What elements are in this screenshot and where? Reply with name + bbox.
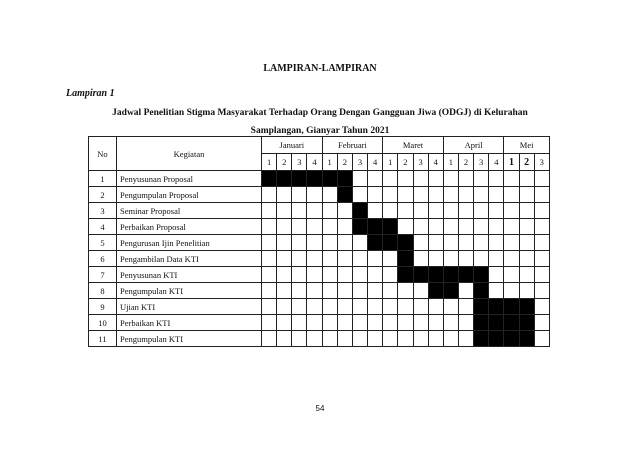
schedule-cell (413, 203, 428, 219)
schedule-cell-filled (262, 171, 277, 187)
schedule-cell (383, 187, 398, 203)
schedule-cell-filled (519, 315, 534, 331)
schedule-cell (534, 187, 549, 203)
schedule-cell (322, 299, 337, 315)
schedule-cell (383, 251, 398, 267)
schedule-cell (292, 299, 307, 315)
schedule-cell (443, 299, 458, 315)
schedule-cell (413, 283, 428, 299)
schedule-cell-filled (519, 331, 534, 347)
schedule-cell-filled (352, 219, 367, 235)
schedule-cell (458, 331, 473, 347)
schedule-cell (307, 267, 322, 283)
table-row (89, 219, 550, 235)
schedule-cell (262, 203, 277, 219)
week-header: 2 (398, 154, 413, 171)
schedule-cell (474, 171, 489, 187)
schedule-cell (443, 235, 458, 251)
schedule-cell (383, 267, 398, 283)
page-number: 54 (315, 404, 325, 413)
schedule-cell (368, 171, 383, 187)
schedule-cell (352, 283, 367, 299)
schedule-cell (413, 171, 428, 187)
column-header-no: No (89, 137, 117, 171)
schedule-cell (383, 299, 398, 315)
schedule-cell (534, 315, 549, 331)
schedule-cell (413, 251, 428, 267)
row-number: 2 (89, 187, 117, 203)
schedule-cell (292, 219, 307, 235)
month-header: Maret (383, 137, 444, 154)
schedule-cell (337, 331, 352, 347)
schedule-cell (322, 251, 337, 267)
schedule-cell (307, 315, 322, 331)
schedule-cell (262, 267, 277, 283)
week-header: 2 (337, 154, 352, 171)
month-header: Januari (262, 137, 323, 154)
week-header: 1 (443, 154, 458, 171)
week-header: 4 (307, 154, 322, 171)
schedule-cell (292, 267, 307, 283)
schedule-cell (504, 219, 519, 235)
row-number: 7 (89, 267, 117, 283)
schedule-cell-filled (292, 171, 307, 187)
schedule-cell-filled (443, 283, 458, 299)
schedule-cell-filled (398, 267, 413, 283)
schedule-cell-filled (489, 299, 504, 315)
schedule-cell (489, 219, 504, 235)
row-number: 4 (89, 219, 117, 235)
schedule-cell-filled (383, 219, 398, 235)
schedule-cell (292, 203, 307, 219)
schedule-cell (322, 187, 337, 203)
schedule-cell (398, 331, 413, 347)
table-row (89, 171, 550, 187)
schedule-cell (337, 219, 352, 235)
schedule-cell (277, 283, 292, 299)
schedule-cell (443, 331, 458, 347)
schedule-cell (398, 219, 413, 235)
schedule-cell (534, 171, 549, 187)
schedule-cell-filled (489, 331, 504, 347)
week-header: 3 (292, 154, 307, 171)
schedule-cell (277, 315, 292, 331)
schedule-cell (292, 283, 307, 299)
schedule-cell (428, 235, 443, 251)
schedule-cell (277, 267, 292, 283)
schedule-table-body (89, 171, 550, 347)
schedule-cell (277, 187, 292, 203)
schedule-cell (458, 203, 473, 219)
schedule-cell (277, 219, 292, 235)
schedule-cell (489, 283, 504, 299)
schedule-cell (368, 203, 383, 219)
schedule-cell (443, 187, 458, 203)
schedule-cell (352, 187, 367, 203)
row-number: 11 (89, 331, 117, 347)
schedule-cell (489, 235, 504, 251)
schedule-cell (489, 251, 504, 267)
schedule-cell (428, 171, 443, 187)
schedule-cell (322, 315, 337, 331)
week-header: 4 (368, 154, 383, 171)
schedule-cell (307, 219, 322, 235)
schedule-cell (504, 251, 519, 267)
schedule-cell-filled (337, 187, 352, 203)
schedule-cell (277, 235, 292, 251)
schedule-cell (352, 251, 367, 267)
row-number: 9 (89, 299, 117, 315)
schedule-cell (474, 203, 489, 219)
week-header: 2 (277, 154, 292, 171)
schedule-cell (398, 203, 413, 219)
schedule-cell-filled (368, 219, 383, 235)
activity-name: Seminar Proposal (117, 203, 262, 219)
schedule-cell (337, 251, 352, 267)
table-title-line-2: Samplangan, Gianyar Tahun 2021 (250, 126, 390, 136)
schedule-cell (443, 219, 458, 235)
schedule-cell (352, 171, 367, 187)
column-header-activity: Kegiatan (117, 137, 262, 171)
schedule-cell (383, 331, 398, 347)
month-header: Mei (504, 137, 549, 154)
schedule-cell (534, 283, 549, 299)
row-number: 8 (89, 283, 117, 299)
schedule-cell (337, 235, 352, 251)
schedule-cell (292, 331, 307, 347)
week-header: 1 (504, 154, 519, 171)
schedule-cell-filled (474, 283, 489, 299)
schedule-cell-filled (368, 235, 383, 251)
schedule-cell (352, 267, 367, 283)
schedule-cell (398, 315, 413, 331)
activity-name: Perbaikan KTI (117, 315, 262, 331)
week-header: 2 (458, 154, 473, 171)
schedule-cell (262, 219, 277, 235)
schedule-cell (428, 315, 443, 331)
schedule-cell (534, 251, 549, 267)
schedule-cell-filled (352, 203, 367, 219)
table-row (89, 187, 550, 203)
schedule-cell (519, 203, 534, 219)
table-row (89, 283, 550, 299)
schedule-cell (398, 187, 413, 203)
schedule-cell (504, 235, 519, 251)
schedule-cell (292, 251, 307, 267)
schedule-cell (368, 315, 383, 331)
schedule-cell (519, 235, 534, 251)
schedule-cell (307, 251, 322, 267)
schedule-cell (277, 251, 292, 267)
schedule-cell (413, 235, 428, 251)
week-header: 3 (413, 154, 428, 171)
table-row (89, 315, 550, 331)
activity-name: Pengumpulan KTI (117, 283, 262, 299)
schedule-cell-filled (428, 283, 443, 299)
schedule-cell (383, 171, 398, 187)
schedule-cell (368, 267, 383, 283)
schedule-cell (534, 267, 549, 283)
schedule-cell (443, 251, 458, 267)
schedule-cell (307, 299, 322, 315)
schedule-cell (458, 235, 473, 251)
activity-name: Pengurusan Ijin Penelitian (117, 235, 262, 251)
activity-name: Perbaikan Proposal (117, 219, 262, 235)
schedule-cell (337, 203, 352, 219)
schedule-cell (489, 171, 504, 187)
schedule-cell (292, 315, 307, 331)
schedule-cell (337, 315, 352, 331)
schedule-cell (458, 219, 473, 235)
schedule-cell (458, 315, 473, 331)
schedule-cell (428, 251, 443, 267)
table-row (89, 267, 550, 283)
schedule-cell-filled (307, 171, 322, 187)
schedule-cell (368, 251, 383, 267)
table-row (89, 299, 550, 315)
schedule-cell (504, 203, 519, 219)
schedule-cell-filled (443, 267, 458, 283)
schedule-cell (292, 187, 307, 203)
schedule-cell (307, 235, 322, 251)
week-header: 1 (262, 154, 277, 171)
schedule-cell (262, 251, 277, 267)
schedule-cell (534, 235, 549, 251)
schedule-cell (458, 283, 473, 299)
schedule-cell-filled (337, 171, 352, 187)
schedule-cell (322, 331, 337, 347)
schedule-table (88, 136, 550, 347)
schedule-cell-filled (428, 267, 443, 283)
month-header: Februari (322, 137, 383, 154)
schedule-cell (443, 203, 458, 219)
schedule-cell-filled (504, 299, 519, 315)
schedule-cell (262, 331, 277, 347)
schedule-cell (504, 187, 519, 203)
row-number: 10 (89, 315, 117, 331)
table-row (89, 251, 550, 267)
schedule-cell (307, 283, 322, 299)
schedule-cell-filled (474, 315, 489, 331)
schedule-cell-filled (383, 235, 398, 251)
schedule-cell (352, 299, 367, 315)
schedule-cell (534, 219, 549, 235)
schedule-cell (534, 203, 549, 219)
schedule-cell (322, 267, 337, 283)
schedule-cell (519, 283, 534, 299)
schedule-cell (489, 267, 504, 283)
activity-name: Penyusunan KTI (117, 267, 262, 283)
schedule-cell (413, 331, 428, 347)
schedule-cell (262, 235, 277, 251)
week-header: 3 (534, 154, 549, 171)
schedule-cell-filled (474, 331, 489, 347)
schedule-cell (534, 299, 549, 315)
schedule-cell (383, 203, 398, 219)
schedule-cell-filled (398, 251, 413, 267)
schedule-cell (352, 331, 367, 347)
schedule-cell-filled (413, 267, 428, 283)
schedule-cell (337, 299, 352, 315)
schedule-cell (504, 267, 519, 283)
schedule-cell (368, 283, 383, 299)
schedule-cell (474, 219, 489, 235)
activity-name: Pengumpulan KTI (117, 331, 262, 347)
schedule-cell (413, 299, 428, 315)
schedule-cell-filled (322, 171, 337, 187)
activity-name: Pengambilan Data KTI (117, 251, 262, 267)
week-header: 2 (519, 154, 534, 171)
schedule-cell (413, 219, 428, 235)
schedule-cell (428, 331, 443, 347)
schedule-cell (474, 235, 489, 251)
schedule-cell (368, 331, 383, 347)
week-header: 4 (428, 154, 443, 171)
schedule-cell (474, 187, 489, 203)
week-header: 1 (383, 154, 398, 171)
schedule-cell (383, 283, 398, 299)
schedule-cell (337, 283, 352, 299)
row-number: 1 (89, 171, 117, 187)
schedule-cell (504, 171, 519, 187)
schedule-cell (368, 187, 383, 203)
schedule-cell (413, 187, 428, 203)
schedule-cell-filled (489, 315, 504, 331)
schedule-cell (489, 203, 504, 219)
schedule-cell (322, 235, 337, 251)
schedule-cell-filled (474, 267, 489, 283)
schedule-cell-filled (474, 299, 489, 315)
schedule-cell-filled (277, 171, 292, 187)
schedule-cell (519, 251, 534, 267)
schedule-cell (262, 187, 277, 203)
week-header: 3 (352, 154, 367, 171)
table-title-line-1: Jadwal Penelitian Stigma Masyarakat Terhadap Orang Dengan Gangguan Jiwa (ODGJ) di Kelurahan (112, 108, 528, 118)
schedule-cell (277, 203, 292, 219)
activity-name: Pengumpulan Proposal (117, 187, 262, 203)
schedule-cell (368, 299, 383, 315)
schedule-cell (262, 299, 277, 315)
schedule-cell (428, 299, 443, 315)
schedule-cell (398, 171, 413, 187)
table-row (89, 331, 550, 347)
schedule-cell (398, 283, 413, 299)
schedule-cell (458, 299, 473, 315)
row-number: 5 (89, 235, 117, 251)
month-header: April (443, 137, 504, 154)
schedule-cell (307, 331, 322, 347)
schedule-cell (307, 187, 322, 203)
schedule-cell (398, 299, 413, 315)
schedule-cell (519, 171, 534, 187)
schedule-cell (413, 315, 428, 331)
activity-name: Penyusunan Proposal (117, 171, 262, 187)
schedule-cell (383, 315, 398, 331)
week-header: 3 (474, 154, 489, 171)
page-heading: LAMPIRAN-LAMPIRAN (263, 63, 377, 74)
month-header-row (89, 137, 550, 154)
schedule-cell (443, 315, 458, 331)
schedule-cell (322, 283, 337, 299)
schedule-cell (322, 219, 337, 235)
schedule-cell (534, 331, 549, 347)
schedule-cell (504, 283, 519, 299)
schedule-cell (292, 235, 307, 251)
activity-name: Ujian KTI (117, 299, 262, 315)
appendix-label: Lampiran 1 (66, 88, 115, 99)
schedule-cell (428, 203, 443, 219)
schedule-cell (262, 283, 277, 299)
schedule-cell (277, 299, 292, 315)
schedule-cell-filled (504, 315, 519, 331)
week-header: 4 (489, 154, 504, 171)
schedule-cell (458, 251, 473, 267)
table-row (89, 235, 550, 251)
schedule-cell (443, 171, 458, 187)
schedule-cell-filled (519, 299, 534, 315)
schedule-cell (519, 219, 534, 235)
schedule-cell-filled (398, 235, 413, 251)
schedule-cell (307, 203, 322, 219)
schedule-cell (458, 171, 473, 187)
schedule-cell (352, 315, 367, 331)
schedule-table-header (89, 137, 550, 171)
schedule-cell (322, 203, 337, 219)
row-number: 3 (89, 203, 117, 219)
schedule-cell (428, 187, 443, 203)
schedule-cell (262, 315, 277, 331)
schedule-cell (489, 187, 504, 203)
schedule-cell (474, 251, 489, 267)
schedule-cell-filled (458, 267, 473, 283)
schedule-cell (428, 219, 443, 235)
table-row (89, 203, 550, 219)
schedule-cell (352, 235, 367, 251)
schedule-cell (519, 267, 534, 283)
schedule-cell (458, 187, 473, 203)
schedule-cell (277, 331, 292, 347)
schedule-cell (337, 267, 352, 283)
row-number: 6 (89, 251, 117, 267)
schedule-cell (519, 187, 534, 203)
schedule-cell-filled (504, 331, 519, 347)
week-header: 1 (322, 154, 337, 171)
